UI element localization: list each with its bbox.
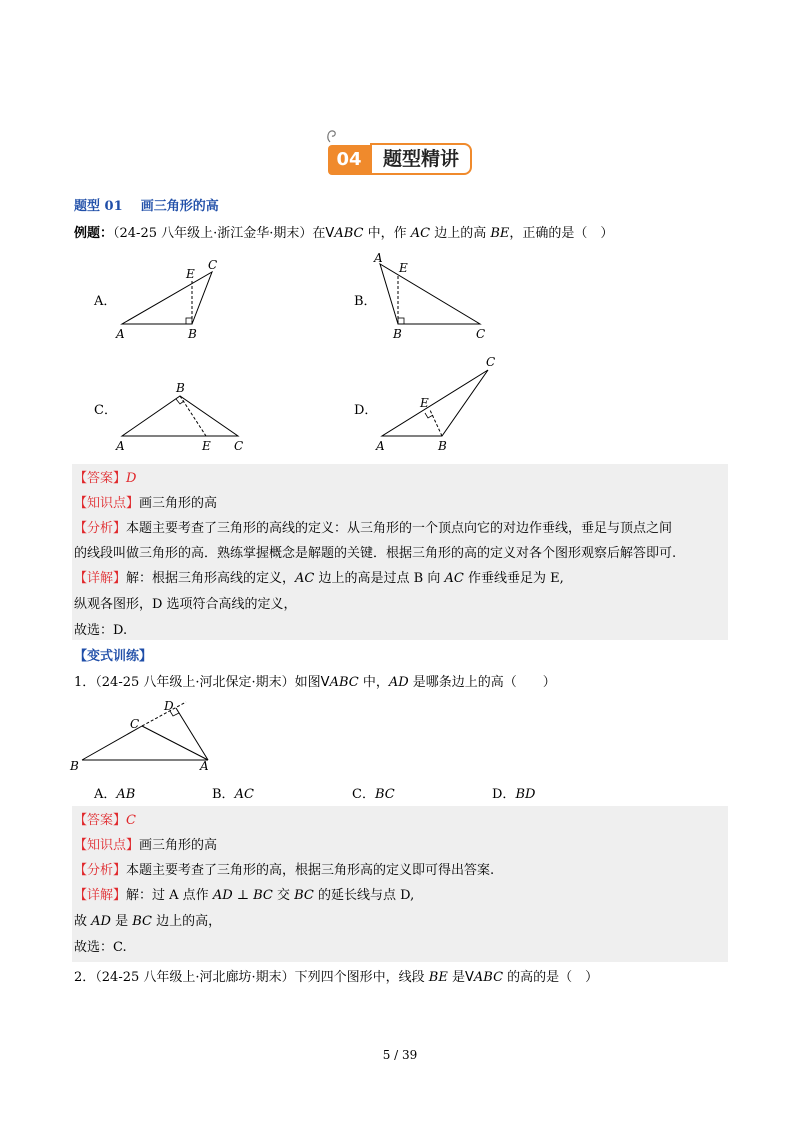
fig-a-label-a: A	[116, 327, 125, 341]
q1-detail-3: 故选：C.	[74, 940, 127, 955]
section-heading	[74, 197, 219, 217]
q1-label-b: B	[70, 759, 79, 773]
option-letter: A．	[94, 787, 117, 802]
fig-b-label-a: A	[374, 251, 383, 265]
fig-a-label-c: C	[208, 258, 218, 272]
triangle-symbol: V	[464, 970, 474, 985]
answer-value: D	[126, 471, 137, 486]
option-b-label: B．	[354, 294, 377, 309]
badge-title: 题型精讲	[370, 143, 472, 175]
fig-d-label-a: A	[376, 439, 385, 453]
badge-number: 04	[328, 145, 370, 175]
q1-option-c	[352, 783, 395, 802]
q1-number: 1．	[74, 675, 96, 690]
detail-text: 解：过 A 点作	[126, 888, 213, 903]
figure-d	[370, 352, 510, 456]
detail-text: 的延长线与点 D,	[313, 888, 415, 903]
detail-text: 边上的高，	[151, 914, 222, 929]
q1-solution-box	[72, 806, 728, 962]
example-question	[74, 224, 613, 244]
fig-b-label-c: C	[476, 327, 486, 341]
fig-c-label-b: B	[176, 381, 185, 395]
example-text: ，正确的是（ ）	[509, 226, 614, 241]
math-ac: AC	[295, 571, 315, 586]
fig-a-label-b: B	[188, 327, 197, 341]
math-ad-perp-bc: AD ⊥ BC	[212, 888, 273, 903]
option-letter: B．	[212, 787, 235, 802]
fig-d-label-c: C	[486, 355, 496, 369]
section-label: 题型 01	[74, 199, 123, 214]
fig-c-label-a: A	[116, 439, 125, 453]
math-abc: ABC	[329, 675, 359, 690]
q1-figure	[68, 696, 209, 776]
math-be: BE	[428, 970, 448, 985]
q1-option-d	[492, 783, 535, 802]
option-value: AB	[116, 787, 136, 802]
knowledge-tag: 【知识点】	[74, 496, 140, 511]
option-value: BD	[515, 787, 536, 802]
example-analysis-1	[74, 519, 672, 539]
fig-d-label-e: E	[420, 396, 429, 410]
option-d-label: D．	[354, 403, 378, 418]
q2-text: 是	[447, 970, 465, 985]
q1-option-a	[94, 783, 135, 802]
detail-text: 交	[272, 888, 295, 903]
option-a-label: A．	[94, 294, 117, 309]
example-detail-1	[74, 569, 564, 589]
section-title: 画三角形的高	[140, 199, 219, 214]
q1-detail-2	[74, 912, 221, 932]
analysis-tag: 【分析】	[74, 521, 127, 536]
section-badge	[324, 140, 476, 178]
answer-tag: 【答案】	[74, 471, 127, 486]
detail-text: 边上的高是过点 B 向	[314, 571, 445, 586]
q1-label-c: C	[130, 717, 140, 731]
fig-d-label-b: B	[438, 439, 447, 453]
option-letter: C．	[352, 787, 375, 802]
analysis-text: 本题主要考查了三角形的高线的定义：从三角形的一个顶点向它的对边作垂线，垂足与顶点之间	[126, 521, 673, 536]
detail-text: 故	[74, 914, 92, 929]
example-answer	[74, 469, 136, 489]
variant-heading: 【变式训练】	[74, 649, 153, 664]
page-number: 5 / 39	[382, 1048, 418, 1062]
q2-text: 下列四个图形中，线段	[294, 970, 429, 985]
option-value: AC	[234, 787, 254, 802]
q1-text: 中，	[358, 675, 389, 690]
example-analysis-2: 的线段叫做三角形的高．熟练掌握概念是解题的关键．根据三角形的高的定义对各个图形观察后解答即可.	[74, 546, 677, 561]
math-bc: BC	[294, 888, 314, 903]
q1-knowledge	[74, 836, 217, 856]
math-ad: AD	[388, 675, 409, 690]
q2-source: （24-25 八年级上·河北廊坊·期末）	[95, 970, 295, 985]
example-text: 在	[312, 226, 326, 241]
detail-text: 是	[110, 914, 133, 929]
example-text: 中，作	[363, 226, 411, 241]
q1-option-b	[212, 783, 254, 802]
q2-text: 的高的是（ ）	[503, 970, 599, 985]
q1-label-a: A	[200, 759, 209, 773]
math-ac: AC	[444, 571, 464, 586]
math-be: BE	[490, 226, 510, 241]
detail-tag: 【详解】	[74, 888, 127, 903]
q1-detail-1	[74, 886, 414, 906]
option-c-label: C．	[94, 403, 117, 418]
math-bc: BC	[132, 914, 152, 929]
q1-text: 是哪条边上的高（ ）	[408, 675, 556, 690]
q1-label-d: D	[164, 699, 174, 713]
math-ac: AC	[410, 226, 431, 241]
knowledge-tag: 【知识点】	[74, 838, 140, 853]
detail-text: 解：根据三角形高线的定义，	[126, 571, 296, 586]
math-ad: AD	[91, 914, 111, 929]
example-knowledge	[74, 494, 217, 514]
knowledge-text: 画三角形的高	[139, 496, 218, 511]
fig-c-label-c: C	[234, 439, 244, 453]
fig-c-label-e: E	[202, 439, 211, 453]
triangle-symbol: V	[320, 675, 330, 690]
option-letter: D．	[492, 787, 516, 802]
example-source: （24-25 八年级上·浙江金华·期末）	[113, 226, 313, 241]
detail-text: 作垂线垂足为 E,	[463, 571, 564, 586]
example-text: 边上的高	[430, 226, 491, 241]
math-abc: ABC	[334, 226, 364, 241]
example-detail-2: 纵观各图形，D 选项符合高线的定义，	[74, 597, 297, 612]
q1-analysis	[74, 861, 494, 881]
q2-number: 2．	[74, 970, 96, 985]
math-abc: ABC	[473, 970, 504, 985]
fig-b-label-e: E	[399, 261, 408, 275]
analysis-text: 本题主要考查了三角形的高，根据三角形高的定义即可得出答案.	[126, 863, 495, 878]
q1-text: 如图	[294, 675, 321, 690]
figure-a	[110, 258, 230, 344]
option-value: BC	[374, 787, 395, 802]
q1-source: （24-25 八年级上·河北保定·期末）	[95, 675, 295, 690]
triangle-symbol: V	[325, 226, 335, 241]
answer-tag: 【答案】	[74, 813, 127, 828]
fig-b-label-b: B	[393, 327, 402, 341]
q2-stem	[74, 968, 598, 988]
q1-answer	[74, 811, 136, 831]
knowledge-text: 画三角形的高	[139, 838, 218, 853]
example-detail-3: 故选：D.	[74, 623, 128, 638]
figure-c	[110, 380, 250, 456]
figure-b	[368, 250, 498, 344]
detail-tag: 【详解】	[74, 571, 127, 586]
fig-a-label-e: E	[186, 267, 195, 281]
example-label: 例题：	[74, 226, 114, 241]
q1-stem	[74, 673, 556, 693]
analysis-tag: 【分析】	[74, 863, 127, 878]
answer-value: C	[126, 813, 136, 828]
